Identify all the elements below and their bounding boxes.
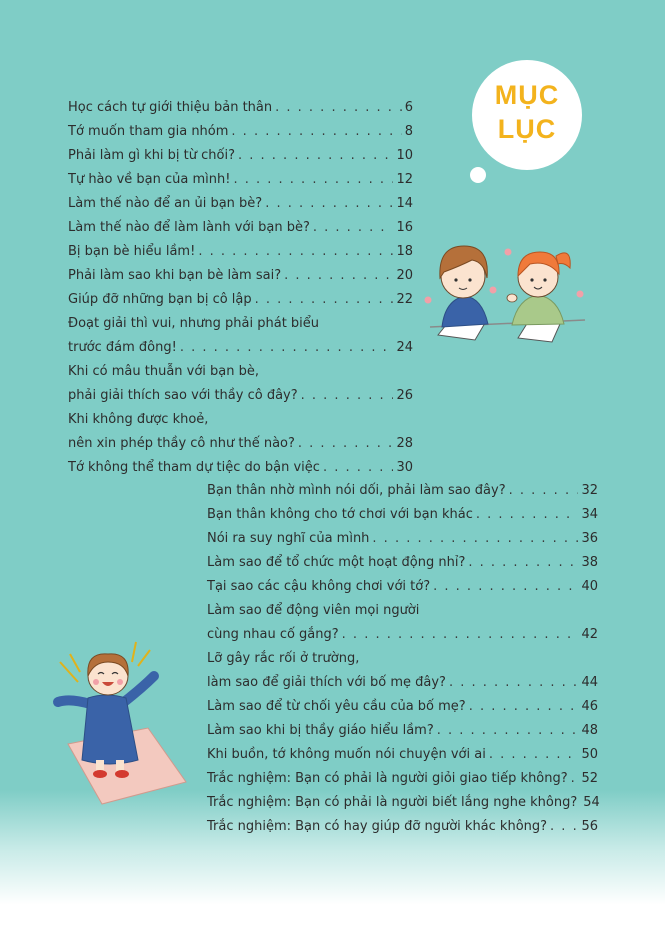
toc-entry-row [207, 575, 598, 599]
toc-entry-title: làm sao để giải thích với bố mẹ đây? [207, 675, 446, 690]
toc-entry-page-number: 22 [396, 292, 413, 307]
dot-leader [265, 192, 393, 216]
toc-entry [207, 791, 598, 815]
toc-entry-row [68, 240, 413, 264]
toc-entry [68, 288, 413, 312]
dot-leader [476, 503, 579, 527]
toc-entry-row [68, 264, 413, 288]
toc-entry [68, 456, 413, 480]
dot-leader [372, 527, 578, 551]
toc-entry [68, 144, 413, 168]
toc-entry-title: Làm thế nào để làm lành với bạn bè? [68, 220, 310, 235]
toc-entry-row [68, 144, 413, 168]
toc-entry-row [68, 336, 413, 360]
toc-entry-page-number: 54 [583, 795, 600, 810]
toc-entry [68, 360, 413, 408]
toc-entry-title: Tớ không thể tham dự tiệc do bận việc [68, 460, 320, 475]
dot-leader [550, 815, 578, 839]
toc-entry-page-number: 24 [396, 340, 413, 355]
toc-entry-page-number: 44 [581, 675, 598, 690]
toc-entry-page-number: 30 [396, 460, 413, 475]
toc-entry-row [207, 767, 598, 791]
toc-entry-row [207, 791, 598, 815]
toc-entry-page-number: 56 [581, 819, 598, 834]
toc-entry [207, 575, 598, 599]
toc-entry [68, 408, 413, 456]
page-title-line2: LỤC [497, 114, 557, 144]
dot-leader [255, 288, 394, 312]
toc-list-part1 [68, 96, 413, 480]
toc-entry [207, 815, 598, 839]
toc-entry [68, 168, 413, 192]
toc-entry-title: Làm sao để tổ chức một hoạt động nhỉ? [207, 555, 466, 570]
toc-entry-title: Giúp đỡ những bạn bị cô lập [68, 292, 252, 307]
dot-leader [238, 144, 393, 168]
toc-entry-title: Bị bạn bè hiểu lầm! [68, 244, 196, 259]
toc-entry-row [207, 719, 598, 743]
dot-leader [180, 336, 394, 360]
toc-entry [68, 120, 413, 144]
toc-entry-title: Nói ra suy nghĩ của mình [207, 531, 370, 546]
toc-entry-row [207, 479, 598, 503]
toc-entry-row [68, 96, 413, 120]
toc-entry-page-number: 46 [581, 699, 598, 714]
toc-entry-row [207, 551, 598, 575]
toc-entry-row [68, 288, 413, 312]
toc-entry-title: phải giải thích sao với thầy cô đây? [68, 388, 298, 403]
toc-entry-title: cùng nhau cố gắng? [207, 627, 339, 642]
toc-entry-title: Làm sao khi bị thầy giáo hiểu lầm? [207, 723, 434, 738]
dot-leader [449, 671, 578, 695]
dot-leader [275, 96, 402, 120]
dot-leader [313, 216, 394, 240]
dot-leader [433, 575, 578, 599]
toc-entry-title-line1: Làm sao để động viên mọi người [207, 603, 420, 618]
toc-entry-page-number: 6 [404, 100, 413, 115]
toc-entry-page-number: 26 [396, 388, 413, 403]
toc-entry-title: Tại sao các cậu không chơi với tớ? [207, 579, 431, 594]
toc-entry-page-number: 38 [581, 555, 598, 570]
dot-leader [468, 551, 578, 575]
toc-entry-row [207, 815, 598, 839]
dot-leader [571, 767, 579, 791]
toc-entry-row [68, 432, 413, 456]
toc-entry-title-line1: Khi có mâu thuẫn với bạn bè, [68, 364, 260, 379]
toc-entry-page-number: 14 [396, 196, 413, 211]
toc-list-part2 [207, 479, 598, 839]
toc-entry-page-number: 20 [396, 268, 413, 283]
toc-entry [207, 695, 598, 719]
toc-entry-title: Tớ muốn tham gia nhóm [68, 124, 229, 139]
toc-entry-row [207, 671, 598, 695]
dot-leader [509, 479, 579, 503]
toc-entry [207, 767, 598, 791]
dot-leader [342, 623, 579, 647]
toc-entry-row [68, 456, 413, 480]
dot-leader [284, 264, 393, 288]
toc-entry-title: Học cách tự giới thiệu bản thân [68, 100, 273, 115]
toc-entry-page-number: 50 [581, 747, 598, 762]
toc-entry-page-number: 52 [581, 771, 598, 786]
dot-leader [298, 432, 394, 456]
toc-entry-page-number: 34 [581, 507, 598, 522]
toc-entry [68, 192, 413, 216]
page-title-line1: MỤC [494, 80, 560, 110]
toc-entry [207, 743, 598, 767]
dot-leader [231, 120, 401, 144]
toc-entry [68, 264, 413, 288]
toc-entry-title: Làm sao để từ chối yêu cầu của bố mẹ? [207, 699, 466, 714]
toc-entry [68, 96, 413, 120]
toc-entry-row [68, 168, 413, 192]
toc-entry-title: nên xin phép thầy cô như thế nào? [68, 436, 295, 451]
toc-entry-title: Trắc nghiệm: Bạn có hay giúp đỡ người khác không? [207, 819, 548, 834]
toc-entry-title-line1: Khi không được khoẻ, [68, 412, 209, 427]
toc-entry-row [68, 216, 413, 240]
toc-entry-title: Làm thế nào để an ủi bạn bè? [68, 196, 263, 211]
toc-entry-row [207, 695, 598, 719]
toc-entry-page-number: 32 [581, 483, 598, 498]
toc-entry-title: Bạn thân nhờ mình nói dối, phải làm sao đây? [207, 483, 506, 498]
toc-entry-page-number: 12 [396, 172, 413, 187]
toc-entry-page-number: 16 [396, 220, 413, 235]
toc-entry-row [207, 527, 598, 551]
toc-entry-title: trước đám đông! [68, 340, 177, 355]
toc-entry-row [68, 120, 413, 144]
toc-entry [207, 527, 598, 551]
toc-entry-page-number: 28 [396, 436, 413, 451]
toc-entry-page-number: 18 [396, 244, 413, 259]
two-kids-at-desk-icon [420, 232, 590, 352]
toc-entry-row [207, 623, 598, 647]
toc-entry-title-line1: Lỡ gây rắc rối ở trường, [207, 651, 360, 666]
toc-entry-title: Phải làm gì khi bị từ chối? [68, 148, 235, 163]
toc-entry-title-line1: Đoạt giải thì vui, nhưng phải phát biểu [68, 316, 320, 331]
toc-entry [207, 647, 598, 695]
toc-entry-page-number: 42 [581, 627, 598, 642]
toc-entry [207, 599, 598, 647]
toc-entry [68, 240, 413, 264]
dot-leader [489, 743, 579, 767]
toc-entry-page-number: 40 [581, 579, 598, 594]
toc-entry [207, 551, 598, 575]
toc-entry [68, 216, 413, 240]
toc-entry-title: Phải làm sao khi bạn bè làm sai? [68, 268, 282, 283]
dot-leader [469, 695, 579, 719]
toc-entry-row [68, 192, 413, 216]
dot-leader [233, 168, 393, 192]
toc-entry-title: Khi buồn, tớ không muốn nói chuyện với ai [207, 747, 486, 762]
toc-entry-page-number: 48 [581, 723, 598, 738]
dot-leader [323, 456, 394, 480]
toc-entry-title: Trắc nghiệm: Bạn có phải là người giỏi giao tiếp không? [207, 771, 568, 786]
toc-entry-title: Bạn thân không cho tớ chơi với bạn khác [207, 507, 473, 522]
cheering-girl-icon [40, 632, 200, 812]
dot-leader [437, 719, 579, 743]
toc-entry-title: Trắc nghiệm: Bạn có phải là người biết lắng nghe không? [207, 795, 578, 810]
page-title [472, 78, 582, 146]
toc-entry-page-number: 8 [404, 124, 413, 139]
toc-entry [68, 312, 413, 360]
toc-entry-row [207, 503, 598, 527]
toc-entry-page-number: 10 [396, 148, 413, 163]
toc-entry [207, 479, 598, 503]
toc-entry-row [68, 384, 413, 408]
toc-entry [207, 503, 598, 527]
toc-entry-page-number: 36 [581, 531, 598, 546]
toc-entry-title: Tự hào về bạn của mình! [68, 172, 231, 187]
bubble-tail-dot [470, 167, 486, 183]
toc-entry [207, 719, 598, 743]
toc-entry-row [207, 743, 598, 767]
dot-leader [301, 384, 394, 408]
dot-leader [198, 240, 393, 264]
